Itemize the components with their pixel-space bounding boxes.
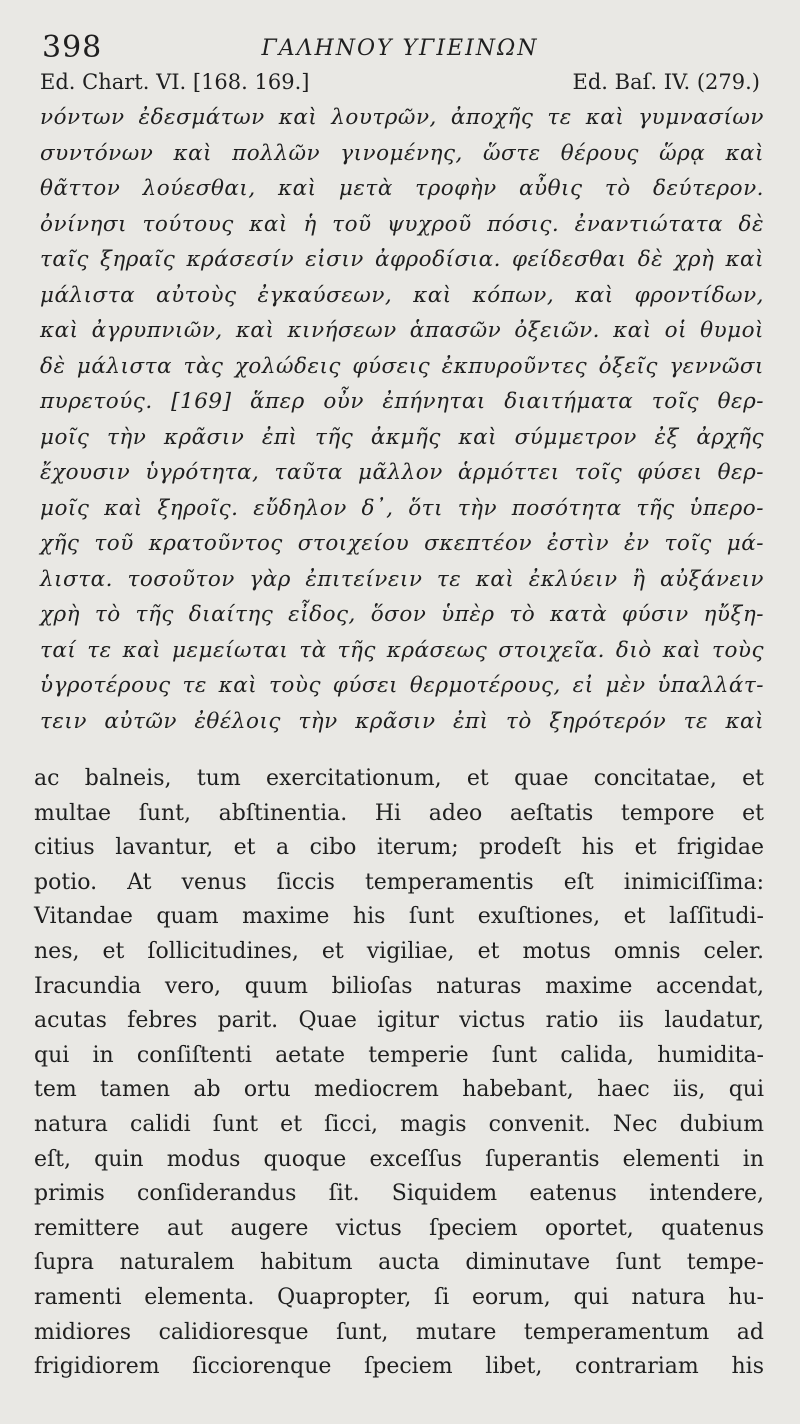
edition-references [40, 70, 760, 102]
edition-reference-chartier: Ed. Chart. VI. [168. 169.] [40, 70, 310, 94]
greek-text-line: πυρετούς. [169] ἅπερ οὖν ἐπήνηται διαιτήματα τοῖς θερ- [40, 389, 764, 414]
latin-text-line: eſt, quin modus quoque exceſſus ſuperantis elementi in [34, 1146, 764, 1172]
latin-text-line: qui in conſiſtenti aetate temperie ſunt calida, humidita- [34, 1042, 764, 1068]
latin-text-line: tem tamen ab ortu mediocrem habebant, haec iis, qui [34, 1077, 764, 1103]
greek-text-line: χρὴ τὸ τῆς διαίτης εἶδος, ὅσον ὑπὲρ τὸ κατὰ φύσιν ηὔξη- [40, 602, 764, 627]
latin-text-line: ramenti elementa. Quapropter, ſi eorum, qui natura hu- [34, 1284, 764, 1310]
latin-text-line: frigidiorem ſicciorenque ſpeciem libet, contrariam his [34, 1354, 764, 1380]
greek-text-line: χῆς τοῦ κρατοῦντος στοιχείου σκεπτέον ἐστὶν ἐν τοῖς μά- [40, 531, 764, 556]
latin-text-line: multae ſunt, abſtinentia. Hi adeo aeſtatis tempore et [34, 800, 764, 826]
greek-text-line: καὶ ἀγρυπνιῶν, καὶ κινήσεων ἁπασῶν ὀξειῶν. καὶ οἱ θυμοὶ [40, 318, 764, 343]
page-number: 398 [42, 30, 103, 65]
latin-text-line: acutas febres parit. Quae igitur victus ratio iis laudatur, [34, 1008, 764, 1034]
greek-text-line: τειν αὐτῶν ἐθέλοις τὴν κρᾶσιν ἐπὶ τὸ ξηρότερόν τε καὶ [40, 708, 764, 734]
latin-text-line: citius lavantur, et a cibo iterum; prodeſt his et frigidae [34, 835, 764, 861]
latin-text-line: Iracundia vero, quum bilioſas naturas maxime accendat, [34, 973, 764, 999]
greek-text-line: ὑγροτέρους τε καὶ τοὺς φύσει θερμοτέρους, εἰ μὲν ὑπαλλάτ- [40, 673, 764, 698]
latin-text-line: ac balneis, tum exercitationum, et quae concitatae, et [34, 766, 764, 791]
latin-text-line: natura calidi ſunt et ſicci, magis convenit. Nec dubium [34, 1111, 764, 1137]
greek-text-block [40, 100, 764, 739]
latin-text-line: midiores calidioresque ſunt, mutare temperamentum ad [34, 1319, 764, 1345]
latin-text-line: ſupra naturalem habitum aucta diminutave ſunt tempe- [34, 1250, 764, 1276]
latin-text-line: potio. At venus ſiccis temperamentis eſt inimiciſſima: [34, 869, 764, 895]
greek-text-line: δὲ μάλιστα τὰς χολώδεις φύσεις ἐκπυροῦντες ὀξεῖς γεννῶσι [40, 353, 764, 379]
greek-text-line: λιστα. τοσοῦτον γὰρ ἐπιτείνειν τε καὶ ἐκλύειν ἢ αὐξάνειν [40, 566, 764, 592]
greek-text-line: θᾶττον λούεσθαι, καὶ μετὰ τροφὴν αὖθις τὸ δεύτερον. [40, 176, 764, 201]
greek-text-line: μοῖς τὴν κρᾶσιν ἐπὶ τῆς ἀκμῆς καὶ σύμμετρον ἐξ ἀρχῆς [40, 424, 764, 450]
greek-text-line: νόντων ἐδεσμάτων καὶ λουτρῶν, ἀποχῆς τε καὶ γυμνασίων [40, 105, 764, 130]
page-header [40, 28, 760, 64]
greek-text-line: συντόνων καὶ πολλῶν γινομένης, ὥστε θέρους ὥρᾳ καὶ [40, 140, 764, 166]
running-title: ΓΑΛΗΝΟΥ ΥΓΙΕΙΝΩΝ [261, 36, 539, 61]
greek-text-line: μοῖς καὶ ξηροῖς. εὔδηλον δ᾽, ὅτι τὴν ποσότητα τῆς ὑπερο- [40, 495, 764, 521]
greek-text-line: ὀνίνησι τούτους καὶ ἡ τοῦ ψυχροῦ πόσις. ἐναντιώτατα δὲ [40, 211, 764, 237]
greek-text-line: ταῖς ξηραῖς κράσεσίν εἰσιν ἀφροδίσια. φείδεσθαι δὲ χρὴ καὶ [40, 247, 764, 272]
latin-text-block [34, 762, 764, 1385]
greek-text-line: ἔχουσιν ὑγρότητα, ταῦτα μᾶλλον ἁρμόττει τοῖς φύσει θερ- [40, 460, 764, 485]
latin-text-line: remittere aut augere victus ſpeciem oportet, quatenus [34, 1215, 764, 1241]
greek-text-line: μάλιστα αὐτοὺς ἐγκαύσεων, καὶ κόπων, καὶ φροντίδων, [40, 282, 764, 308]
latin-text-line: Vitandae quam maxime his ſunt exuſtiones, et laſſitudi- [34, 904, 764, 930]
greek-text-line: ταί τε καὶ μεμείωται τὰ τῆς κράσεως στοιχεῖα. διὸ καὶ τοὺς [40, 637, 764, 663]
edition-reference-basel: Ed. Baſ. IV. (279.) [572, 70, 760, 94]
latin-text-line: nes, et ſollicitudines, et vigiliae, et motus omnis celer. [34, 938, 764, 964]
latin-text-line: primis conſiderandus ſit. Siquidem eatenus intendere, [34, 1181, 764, 1207]
